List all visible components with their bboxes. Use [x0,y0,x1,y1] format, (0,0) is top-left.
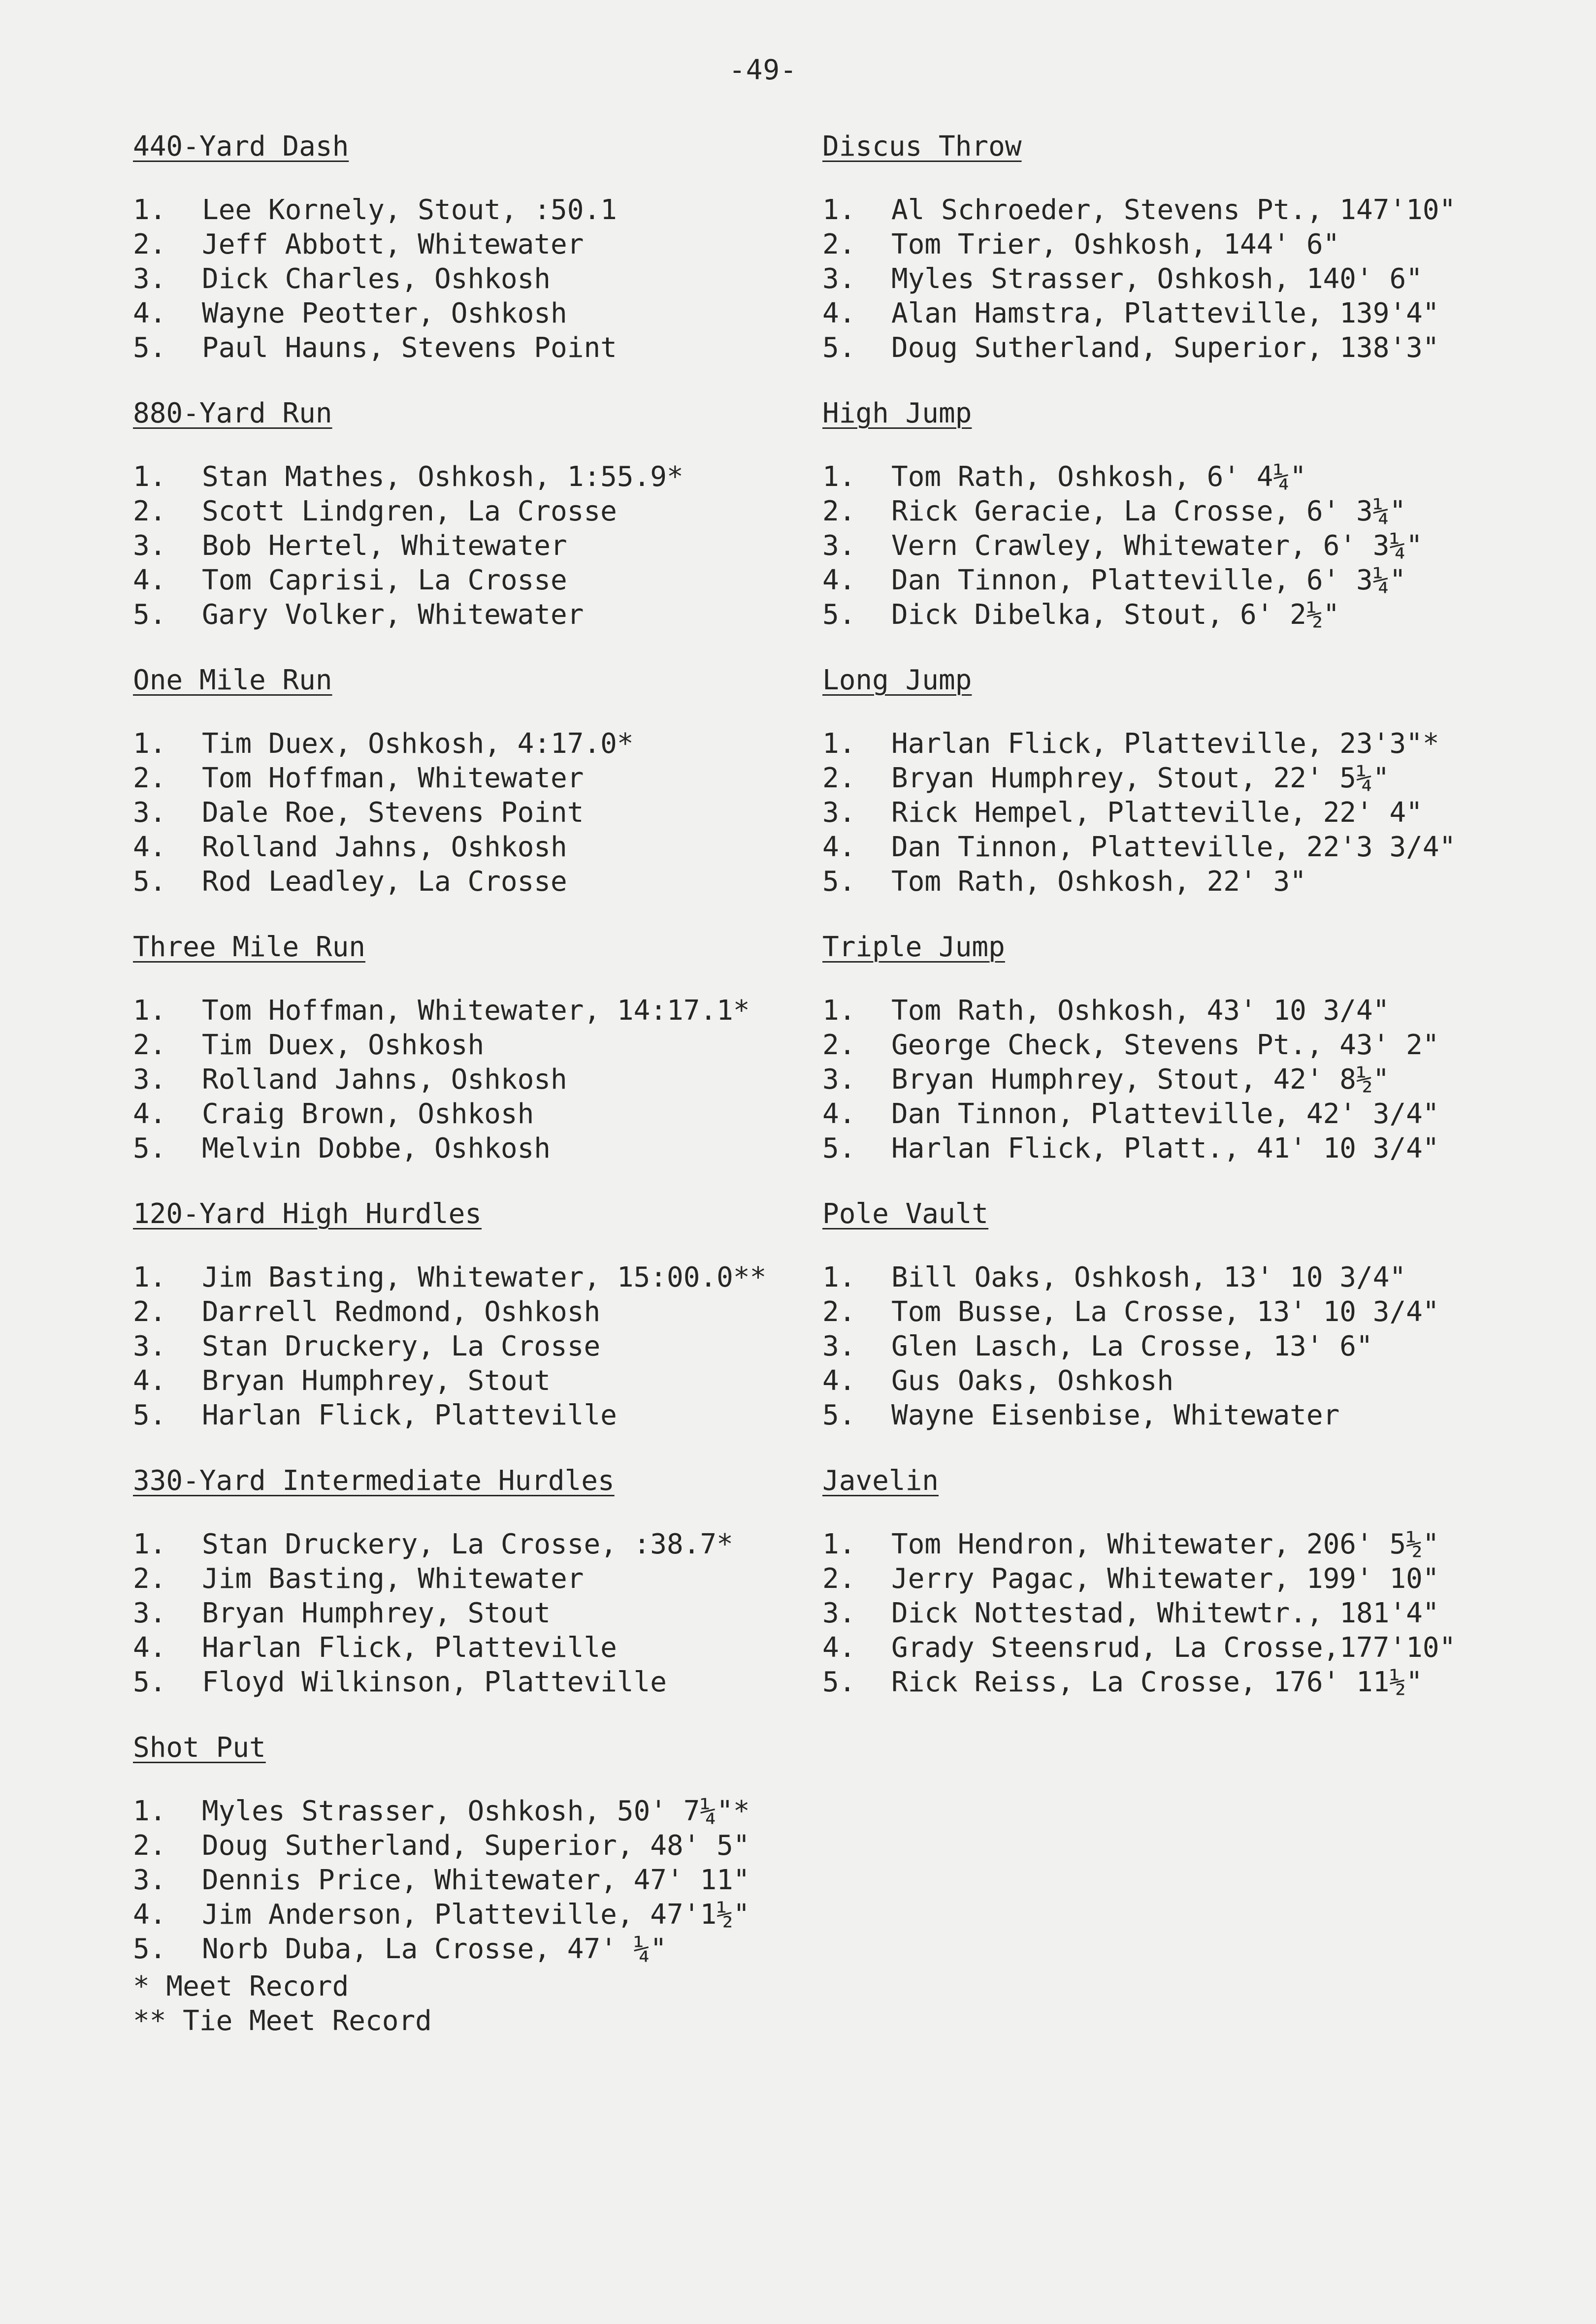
result-text: Jeff Abbott, Whitewater [202,228,584,260]
place-number: 1. [822,194,856,226]
event-title: Pole Vault [822,1198,989,1230]
result-text: Stan Mathes, Oshkosh, 1:55.9* [202,461,684,493]
result-text: Tim Duex, Oshkosh, 4:17.0* [202,728,634,760]
result-row [822,1527,1551,1562]
result-row [133,1596,788,1631]
result-text: Tom Hoffman, Whitewater [202,762,584,794]
result-row [133,1527,788,1562]
result-text: Dan Tinnon, Platteville, 22'3 3/4" [891,831,1456,863]
place-number: 2. [822,1563,856,1595]
result-text: Bryan Humphrey, Stout, 22' 5¼" [891,762,1390,794]
result-text: Stan Druckery, La Crosse, :38.7* [202,1528,733,1560]
result-text: Jim Anderson, Platteville, 47'1½" [202,1899,750,1931]
place-number: 1. [133,1795,166,1827]
result-row [133,1097,788,1131]
event-title: Triple Jump [822,931,1005,963]
result-row [133,830,788,865]
result-row [133,796,788,830]
result-row [822,761,1551,796]
place-number: 4. [133,831,166,863]
event-section [133,1467,788,1700]
event-title: Discus Throw [822,130,1022,162]
result-text: Myles Strasser, Oshkosh, 140' 6" [891,263,1423,295]
result-text: Rolland Jahns, Oshkosh [202,1064,567,1096]
result-row [822,830,1551,865]
place-number: 5. [822,1132,856,1164]
place-number: 4. [133,564,166,596]
result-row [133,262,788,296]
result-row [133,227,788,262]
result-text: Wayne Peotter, Oshkosh [202,297,567,329]
result-text: Tom Trier, Oshkosh, 144' 6" [891,228,1340,260]
result-text: George Check, Stevens Pt., 43' 2" [891,1029,1439,1061]
result-row [133,761,788,796]
result-row [133,727,788,761]
place-number: 2. [822,495,856,527]
place-number: 2. [133,1296,166,1328]
result-row [822,1596,1551,1631]
result-text: Alan Hamstra, Platteville, 139'4" [891,297,1439,329]
place-number: 2. [133,495,166,527]
place-number: 3. [133,1864,166,1896]
place-number: 3. [133,530,166,562]
place-number: 4. [133,1899,166,1931]
result-text: Doug Sutherland, Superior, 138'3" [891,332,1439,364]
place-number: 5. [133,332,166,364]
result-row [822,494,1551,529]
right-column [822,130,1551,1734]
place-number: 1. [822,461,856,493]
place-number: 1. [133,461,166,493]
result-text: Rick Reiss, La Crosse, 176' 11½" [891,1666,1423,1698]
event-section [133,664,788,899]
event-section [133,1734,788,1967]
result-row [133,1898,788,1932]
place-number: 3. [133,797,166,829]
place-number: 4. [822,831,856,863]
result-row [822,193,1551,227]
result-text: Tom Rath, Oshkosh, 43' 10 3/4" [891,995,1390,1027]
result-row [133,331,788,365]
result-row [822,1097,1551,1131]
place-number: 5. [133,866,166,898]
place-number: 4. [133,1632,166,1664]
result-text: Bob Hertel, Whitewater [202,530,567,562]
place-number: 5. [133,599,166,631]
result-row [133,1063,788,1097]
footnotes [133,1969,788,2038]
place-number: 1. [822,1261,856,1293]
result-text: Tom Hoffman, Whitewater, 14:17.1* [202,995,750,1027]
result-text: Jerry Pagac, Whitewater, 199' 10" [891,1563,1439,1595]
result-text: Darrell Redmond, Oshkosh [202,1296,601,1328]
event-title: Long Jump [822,664,972,696]
place-number: 5. [822,866,856,898]
place-number: 4. [133,1365,166,1397]
result-row [822,598,1551,632]
result-text: Dan Tinnon, Platteville, 42' 3/4" [891,1098,1439,1130]
event-title: 440-Yard Dash [133,130,349,162]
place-number: 2. [822,228,856,260]
place-number: 4. [822,564,856,596]
event-title: Javelin [822,1465,939,1497]
result-row [822,1329,1551,1364]
place-number: 2. [133,1563,166,1595]
result-row [822,1398,1551,1433]
place-number: 4. [822,1632,856,1664]
event-title: Shot Put [133,1732,266,1764]
place-number: 3. [822,797,856,829]
result-row [133,994,788,1028]
result-text: Vern Crawley, Whitewater, 6' 3¼" [891,530,1423,562]
result-text: Rod Leadley, La Crosse [202,866,567,898]
result-text: Wayne Eisenbise, Whitewater [891,1399,1340,1431]
place-number: 3. [822,263,856,295]
result-text: Gus Oaks, Oshkosh [891,1365,1174,1397]
footnote-meet-record: * Meet Record [133,1970,349,2002]
place-number: 5. [822,1666,856,1698]
result-row [133,1863,788,1898]
result-text: Norb Duba, La Crosse, 47' ¼" [202,1933,667,1965]
place-number: 5. [822,332,856,364]
result-row [822,727,1551,761]
result-row [822,796,1551,830]
place-number: 1. [133,728,166,760]
result-row [133,1295,788,1329]
event-section [822,130,1551,365]
result-text: Dan Tinnon, Platteville, 6' 3¼" [891,564,1406,596]
result-text: Rolland Jahns, Oshkosh [202,831,567,863]
result-row [133,1631,788,1665]
event-section [822,1467,1551,1700]
result-text: Al Schroeder, Stevens Pt., 147'10" [891,194,1456,226]
place-number: 3. [822,1064,856,1096]
result-text: Jim Basting, Whitewater, 15:00.0** [202,1261,767,1293]
place-number: 3. [822,530,856,562]
result-text: Myles Strasser, Oshkosh, 50' 7¼"* [202,1795,750,1827]
result-text: Tom Rath, Oshkosh, 6' 4¼" [891,461,1306,493]
place-number: 3. [822,1330,856,1362]
result-text: Tom Caprisi, La Crosse [202,564,567,596]
result-row [133,1794,788,1829]
result-row [822,1562,1551,1596]
place-number: 4. [822,1098,856,1130]
place-number: 3. [133,1597,166,1629]
result-row [133,1932,788,1967]
event-title: 330-Yard Intermediate Hurdles [133,1465,615,1497]
result-row [822,1631,1551,1665]
event-section [822,664,1551,899]
event-section [133,397,788,632]
place-number: 2. [822,1029,856,1061]
place-number: 3. [133,1330,166,1362]
place-number: 5. [822,599,856,631]
result-text: Harlan Flick, Platteville, 23'3"* [891,728,1439,760]
result-row [133,1131,788,1166]
place-number: 1. [133,1528,166,1560]
result-text: Dale Roe, Stevens Point [202,797,584,829]
result-row [133,529,788,563]
event-title: One Mile Run [133,664,332,696]
place-number: 3. [133,263,166,295]
result-row [133,563,788,598]
result-row [133,1398,788,1433]
left-column [133,130,788,2038]
result-row [133,1329,788,1364]
place-number: 5. [133,1132,166,1164]
result-row [822,1028,1551,1063]
result-text: Rick Geracie, La Crosse, 6' 3¼" [891,495,1406,527]
result-text: Bill Oaks, Oshkosh, 13' 10 3/4" [891,1261,1406,1293]
result-row [822,1295,1551,1329]
result-row [133,1028,788,1063]
event-title: 120-Yard High Hurdles [133,1198,482,1230]
result-row [822,563,1551,598]
place-number: 1. [133,1261,166,1293]
result-row [133,865,788,899]
event-section [133,931,788,1166]
result-row [822,262,1551,296]
result-text: Lee Kornely, Stout, :50.1 [202,194,617,226]
result-row [822,460,1551,494]
result-text: Scott Lindgren, La Crosse [202,495,617,527]
place-number: 2. [133,1830,166,1862]
result-text: Floyd Wilkinson, Platteville [202,1666,667,1698]
place-number: 4. [822,297,856,329]
result-text: Harlan Flick, Platteville [202,1632,617,1664]
result-row [822,1665,1551,1700]
result-row [822,994,1551,1028]
event-section [822,931,1551,1166]
result-text: Dick Dibelka, Stout, 6' 2½" [891,599,1340,631]
result-text: Craig Brown, Oshkosh [202,1098,534,1130]
result-text: Harlan Flick, Platteville [202,1399,617,1431]
place-number: 5. [133,1666,166,1698]
place-number: 1. [133,194,166,226]
place-number: 3. [822,1597,856,1629]
result-row [133,598,788,632]
place-number: 5. [133,1933,166,1965]
result-row [133,1260,788,1295]
footnote-tie-meet-record: ** Tie Meet Record [133,2005,432,2037]
result-row [133,193,788,227]
result-row [133,1829,788,1863]
event-title: High Jump [822,397,972,429]
result-row [822,331,1551,365]
result-text: Jim Basting, Whitewater [202,1563,584,1595]
place-number: 2. [133,762,166,794]
event-section [822,1200,1551,1433]
place-number: 1. [822,728,856,760]
place-number: 4. [133,297,166,329]
place-number: 5. [133,1399,166,1431]
result-text: Melvin Dobbe, Oshkosh [202,1132,551,1164]
event-title: 880-Yard Run [133,397,332,429]
result-text: Harlan Flick, Platt., 41' 10 3/4" [891,1132,1439,1164]
result-row [822,865,1551,899]
place-number: 4. [133,1098,166,1130]
result-text: Dick Charles, Oshkosh [202,263,551,295]
result-text: Doug Sutherland, Superior, 48' 5" [202,1830,750,1862]
place-number: 1. [133,995,166,1027]
result-text: Dick Nottestad, Whitewtr., 181'4" [891,1597,1439,1629]
place-number: 1. [822,995,856,1027]
result-text: Bryan Humphrey, Stout [202,1365,551,1397]
result-row [133,460,788,494]
result-row [133,1665,788,1700]
result-text: Dennis Price, Whitewater, 47' 11" [202,1864,750,1896]
result-row [822,1260,1551,1295]
result-row [133,1364,788,1398]
result-text: Tom Rath, Oshkosh, 22' 3" [891,866,1306,898]
result-text: Bryan Humphrey, Stout, 42' 8½" [891,1064,1390,1096]
result-row [822,296,1551,331]
result-text: Paul Hauns, Stevens Point [202,332,617,364]
place-number: 5. [822,1399,856,1431]
result-text: Glen Lasch, La Crosse, 13' 6" [891,1330,1373,1362]
result-row [133,1562,788,1596]
result-text: Tim Duex, Oshkosh [202,1029,485,1061]
result-text: Rick Hempel, Platteville, 22' 4" [891,797,1423,829]
result-row [822,1131,1551,1166]
page-number: -49- [729,54,797,86]
place-number: 2. [822,1296,856,1328]
result-text: Stan Druckery, La Crosse [202,1330,601,1362]
place-number: 2. [133,1029,166,1061]
result-row [822,227,1551,262]
event-section [133,130,788,365]
result-text: Gary Volker, Whitewater [202,599,584,631]
event-section [133,1200,788,1433]
event-section [822,397,1551,632]
result-row [133,296,788,331]
result-text: Bryan Humphrey, Stout [202,1597,551,1629]
result-text: Tom Hendron, Whitewater, 206' 5½" [891,1528,1439,1560]
result-row [822,529,1551,563]
event-title: Three Mile Run [133,931,366,963]
result-row [133,494,788,529]
place-number: 2. [822,762,856,794]
result-row [822,1364,1551,1398]
place-number: 4. [822,1365,856,1397]
result-row [822,1063,1551,1097]
place-number: 1. [822,1528,856,1560]
place-number: 3. [133,1064,166,1096]
place-number: 2. [133,228,166,260]
result-text: Grady Steensrud, La Crosse,177'10" [891,1632,1456,1664]
result-text: Tom Busse, La Crosse, 13' 10 3/4" [891,1296,1439,1328]
